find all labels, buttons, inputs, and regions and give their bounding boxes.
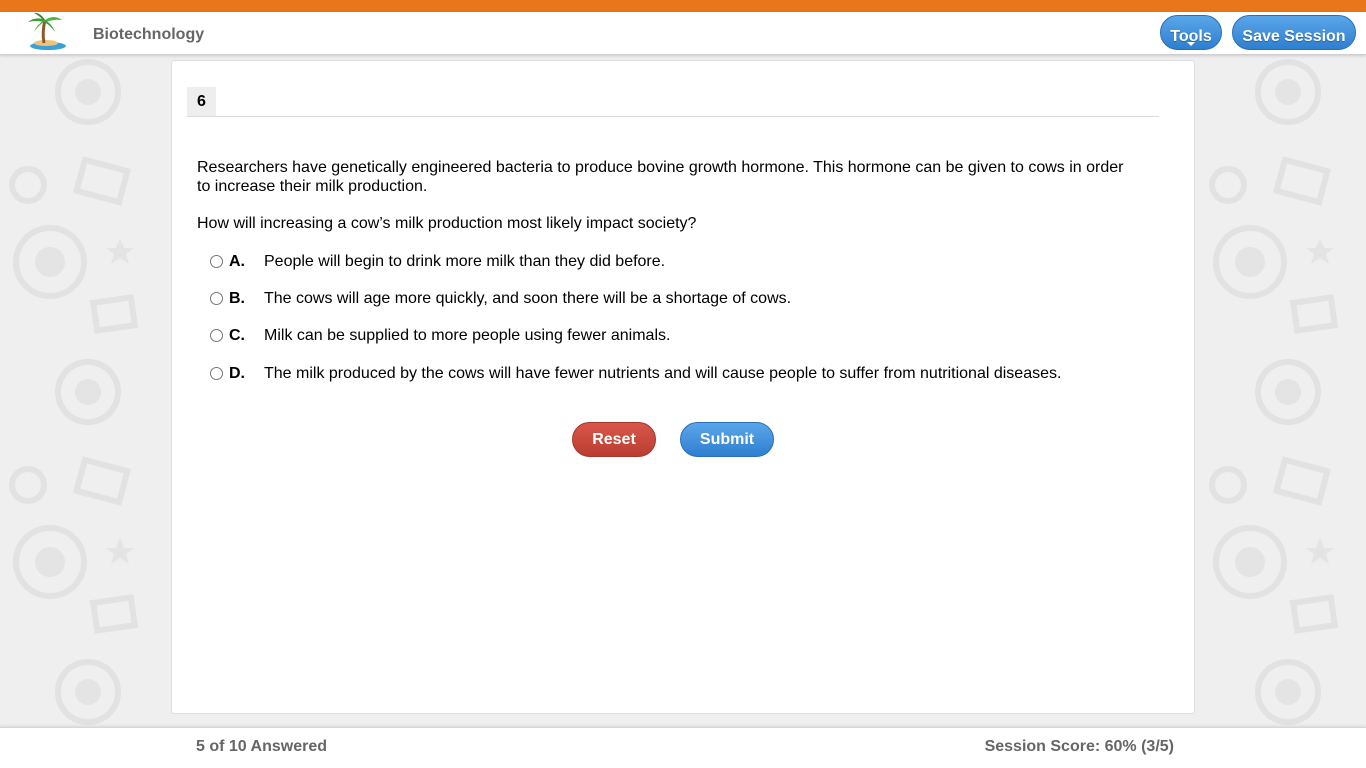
radio-choice-c[interactable]	[210, 329, 223, 342]
choice-letter: A.	[229, 253, 245, 270]
top-accent-bar	[0, 0, 1366, 12]
session-score: Session Score: 60% (3/5)	[984, 738, 1174, 755]
radio-choice-d[interactable]	[210, 367, 223, 380]
submit-button[interactable]: Submit	[680, 422, 774, 457]
choice-text: People will begin to drink more milk than they did before.	[264, 253, 666, 270]
choice-letter: C.	[229, 327, 245, 344]
footer-bar	[0, 727, 1366, 768]
caret-down-icon	[1187, 42, 1195, 46]
choice-letter: B.	[229, 290, 245, 307]
save-session-button[interactable]: Save Session	[1232, 15, 1356, 50]
choice-text: The milk produced by the cows will have fewer nutrients and will cause people to suffer from nutritional diseases.	[264, 365, 1062, 382]
choice-text: Milk can be supplied to more people using fewer animals.	[264, 327, 671, 344]
radio-choice-b[interactable]	[210, 292, 223, 305]
question-card	[171, 60, 1195, 714]
page-title: Biotechnology	[93, 26, 205, 43]
palm-island-icon	[24, 12, 68, 52]
tools-button[interactable]	[1160, 15, 1222, 50]
choice-text: The cows will age more quickly, and soon there will be a shortage of cows.	[264, 290, 792, 307]
question-passage: Researchers have genetically engineered bacteria to produce bovine growth hormone. This hormone can be given to cows in order to increase their milk production.	[197, 159, 1124, 195]
question-stem: How will increasing a cow’s milk production most likely impact society?	[197, 215, 697, 232]
reset-button[interactable]: Reset	[572, 422, 656, 457]
tools-button-label: Tools	[1170, 27, 1212, 45]
question-number: 6	[187, 87, 216, 117]
radio-choice-a[interactable]	[210, 255, 223, 268]
header-bar	[0, 12, 1366, 55]
answered-count: 5 of 10 Answered	[196, 738, 328, 755]
divider	[187, 116, 1159, 117]
choice-letter: D.	[229, 365, 245, 382]
